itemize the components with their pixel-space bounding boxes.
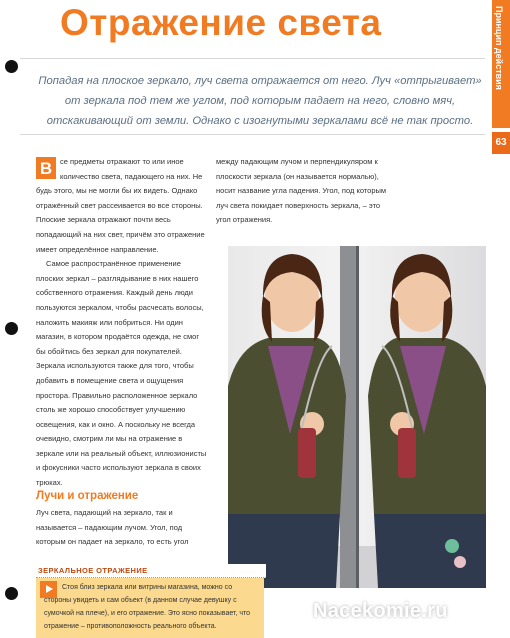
page-title: Отражение света (60, 2, 382, 43)
infobox-heading: ЗЕРКАЛЬНОЕ ОТРАЖЕНИЕ (36, 564, 266, 578)
body-column-right (216, 155, 388, 228)
girl-with-reflection-illustration (228, 246, 486, 588)
drop-cap: В (36, 157, 56, 179)
body-paragraph: Самое распространённое применение плоских зеркал – разглядывание в них нашего собственного отражения. Каждый день люди пользуются зеркалом, чтобы расчесать волосы, наложить макияж или побриться. Ни один магазин, в котором продаётся одежда, не смог бы обойтись без зеркал для покупателей. Зеркала используются также для того, чтобы добавить в помещение света и ощущения простора. Правильно расположенное зеркало столь же хорошо способствует улучшению освещения, как и окно. А поскольку не всегда очевидно, смотрим ли мы на отражение в зеркале или на реальный объект, иллюзионисты и фокусники часто используют зеркала в своих трюках. (36, 259, 207, 488)
reflection-figure (368, 254, 486, 588)
binder-hole (5, 587, 18, 600)
body-paragraph: между падающим лучом и перпендикуляром к плоскости зеркала (он называется нормалью), носит название угла падения. Угол, под которым луч света покидает поверхность зеркала, – это угол отражения. (216, 157, 387, 225)
mirror-reflection-photo (228, 246, 486, 588)
section-tab (492, 0, 510, 128)
section-tab-label: Принцип действия (494, 6, 504, 90)
binder-hole (5, 322, 18, 335)
lead-paragraph: Попадая на плоское зеркало, луч света отражается от него. Луч «отпрыгивает» от зеркала под тем же углом, под которым падает на него, словно мяч, отскакивающий от земли. Однако с изогнутыми зеркалами всё не так просто. (38, 75, 482, 127)
page-number: 63 (492, 132, 510, 154)
body-column-left (36, 155, 208, 491)
title-divider (20, 58, 485, 59)
body-paragraph: Луч света, падающий на зеркало, так и называется – падающим лучом. Угол, под которым он падает на зеркало, то есть угол (36, 508, 189, 547)
watermark: Nacekomie.ru (313, 600, 448, 622)
intro-paragraph-text: се предметы отражают то или иное количество света, падающего на них. Не будь этого, мы не могли бы их видеть. Однако отражённый свет рассеивается во все стороны. Плоские зеркала отражают почти весь попадающий на них свет, причём это отражение имеет определённое направление. (36, 157, 205, 254)
body-column-left-lower (36, 506, 208, 550)
mirror-reflection-infobox (36, 564, 264, 638)
section-subheading: Лучи и отражение (36, 490, 139, 502)
girl-figure (228, 254, 346, 588)
binder-hole (5, 60, 18, 73)
intro-paragraph (36, 155, 208, 257)
lead-divider (20, 134, 485, 135)
infobox-text: Стоя близ зеркала или витрины магазина, можно со стороны увидеть и сам объект (в данном случае девушку с сумочкой на плече), и его отражение. Это ясно показывает, что отражение – противоположность реального объекта. (44, 584, 250, 630)
